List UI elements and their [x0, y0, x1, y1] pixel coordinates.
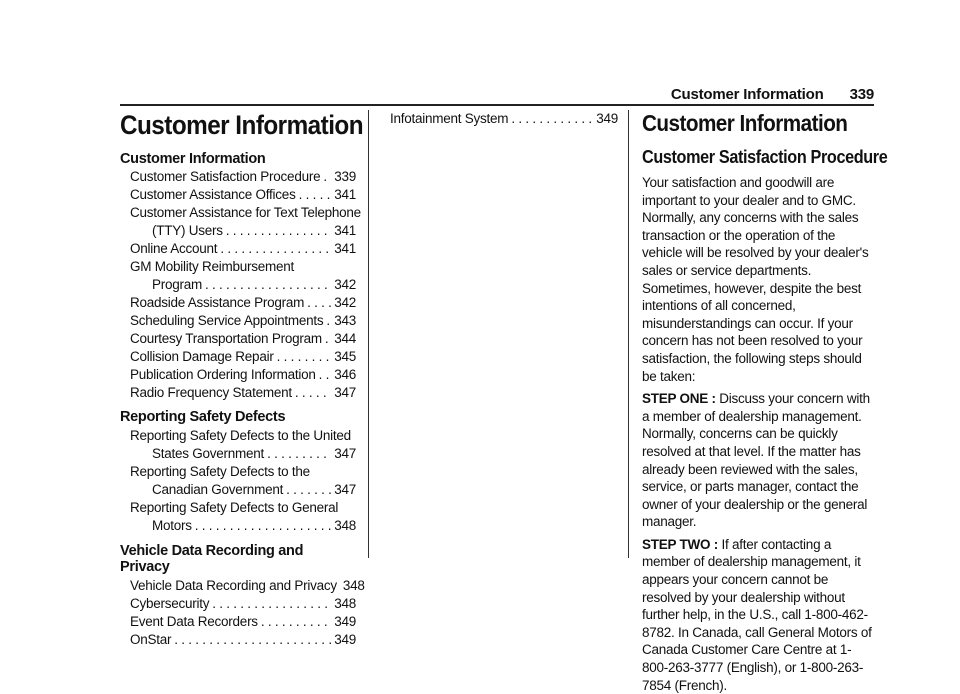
- toc-entry-collision[interactable]: Collision Damage Repair . . . 345: [120, 348, 356, 366]
- header-rule: [120, 104, 874, 106]
- step-one-label: STEP ONE :: [642, 391, 716, 407]
- toc-entry-tty[interactable]: (TTY) Users . . . 341: [120, 222, 356, 240]
- toc-column-1: [120, 151, 365, 649]
- running-header: [671, 86, 874, 103]
- toc-entry-event-data[interactable]: Event Data Recorders . . . 349: [120, 613, 356, 631]
- header-section-title: Customer Information: [670, 86, 824, 103]
- toc-entry-tty-line1[interactable]: Customer Assistance for Text Telephone: [130, 205, 361, 220]
- toc-entry-canadian-gov-line1[interactable]: Reporting Safety Defects to the: [130, 464, 310, 479]
- toc-entry-online-account[interactable]: Online Account . . . 341: [120, 240, 356, 258]
- toc-entry-publication[interactable]: Publication Ordering Information . . . 346: [120, 366, 356, 384]
- column-divider: [368, 110, 369, 558]
- toc-entry-customer-satisfaction[interactable]: Customer Satisfaction Procedure . . . 339: [120, 168, 356, 186]
- toc-entry-mobility[interactable]: Program . . . 342: [120, 276, 356, 294]
- toc-main-title: Customer Information: [120, 110, 364, 140]
- toc-entry-gm[interactable]: Motors . . . 348: [120, 517, 356, 535]
- intro-paragraph: Your satisfaction and goodwill are important to your dealer and to GMC. Normally, any concerns with the sales transaction or the operation of the vehicle will be resolved by your dealer's sales or service departments. Sometimes, however, despite the best intentions of all concerned, misunderstandings can occur. If your concern has not been resolved to your satisfaction, the following steps should be taken:: [642, 175, 869, 384]
- toc-entry-data-recording[interactable]: Vehicle Data Recording and Privacy 348: [130, 578, 365, 593]
- toc-entry-roadside[interactable]: Roadside Assistance Program . . . 342: [120, 294, 356, 312]
- toc-entry-us-gov-line1[interactable]: Reporting Safety Defects to the United: [130, 428, 351, 443]
- header-page-number: 339: [849, 86, 874, 103]
- toc-group-title: Customer Information: [120, 151, 266, 167]
- step-one-text: Discuss your concern with a member of dealership management. Normally, concerns can be quickly resolved at that level. If the matter has already been reviewed with the sales, service, or parts manager, contact the owner of your dealership or the general manager.: [642, 391, 870, 530]
- toc-column-2: [390, 110, 618, 128]
- toc-entry-radio-frequency[interactable]: Radio Frequency Statement . . . 347: [120, 384, 356, 402]
- body-subtitle: Customer Satisfaction Procedure: [642, 147, 888, 167]
- toc-entry-onstar[interactable]: OnStar . . . 349: [120, 631, 356, 649]
- toc-entry-scheduling[interactable]: Scheduling Service Appointments . . . 343: [120, 312, 356, 330]
- toc-entry-mobility-line1[interactable]: GM Mobility Reimbursement: [130, 259, 295, 274]
- toc-entry-gm-line1[interactable]: Reporting Safety Defects to General: [130, 500, 339, 515]
- body-column: [642, 110, 888, 694]
- toc-entry-us-gov[interactable]: States Government . . . 347: [120, 445, 356, 463]
- step-two-paragraph: [642, 536, 874, 694]
- column-divider: [628, 110, 629, 558]
- toc-group-title: Vehicle Data Recording and Privacy: [120, 543, 304, 575]
- step-two-label: STEP TWO :: [642, 536, 719, 552]
- toc-entry-courtesy[interactable]: Courtesy Transportation Program . . . 344: [120, 330, 356, 348]
- toc-entry-cybersecurity[interactable]: Cybersecurity . . . 348: [120, 595, 356, 613]
- toc-entry-canadian-gov[interactable]: Canadian Government . . . 347: [120, 481, 356, 499]
- toc-entry-assistance-offices[interactable]: Customer Assistance Offices . . . 341: [120, 186, 356, 204]
- body-title: Customer Information: [642, 110, 848, 136]
- step-one-paragraph: [642, 390, 874, 531]
- toc-group-title: Reporting Safety Defects: [120, 409, 286, 425]
- toc-entry-infotainment[interactable]: Infotainment System . . . 349: [390, 110, 618, 128]
- step-two-text: If after contacting a member of dealership management, it appears your concern cannot be resolved by your dealership without further help, in the U.S., call 1-800-462-8782. In Canada, call General Motors of Canada Customer Care Centre at 1-800-263-3777 (English), or 1-800-263-7854 (French).: [642, 536, 872, 693]
